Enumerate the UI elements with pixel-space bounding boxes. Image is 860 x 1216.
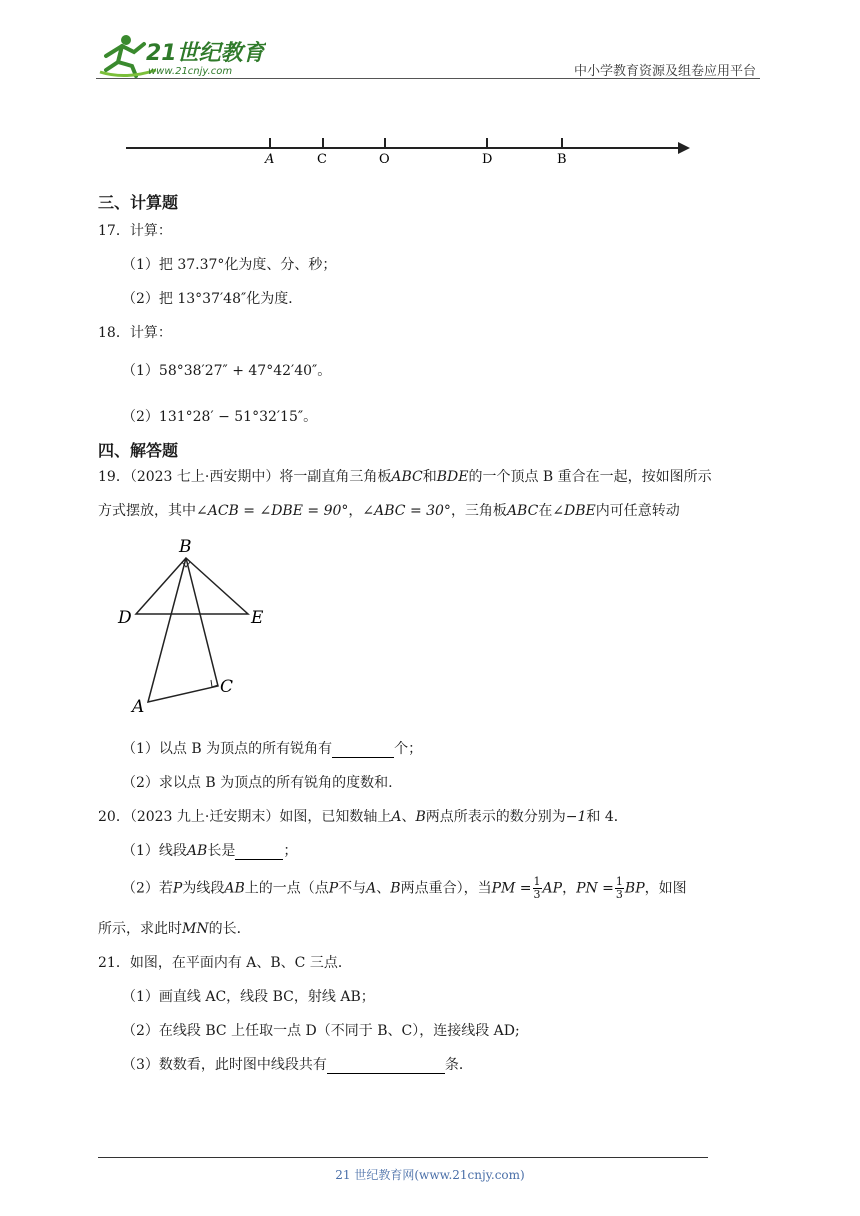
q20-p2-h: ，如图 xyxy=(644,880,687,897)
q20-p2-math-p2: P xyxy=(328,880,339,897)
q19-math-angles: ∠ACB = ∠DBE = 90° xyxy=(196,503,349,519)
footer-divider xyxy=(98,1157,708,1158)
fig-label-b: B xyxy=(179,537,192,557)
fraction-numerator: 1 xyxy=(615,875,623,888)
section-3-title: 三、计算题 xyxy=(98,193,179,212)
q20-p1-c: ； xyxy=(283,843,298,859)
logo-url: www.21cnjy.com xyxy=(148,66,233,77)
header-divider xyxy=(96,78,760,79)
q19-math-abc-2: ABC xyxy=(506,503,539,519)
question-19-line-2 xyxy=(98,500,680,520)
question-21-part-1: （1）画直线 AC，线段 BC，射线 AB； xyxy=(122,989,375,1005)
triangle-abc xyxy=(148,558,218,702)
footer-link[interactable]: 21 世纪教育网(www.21cnjy.com) xyxy=(335,1168,525,1182)
q20-p2-c: 上的一点（点 xyxy=(244,880,329,897)
q20-math-minus-one: −1 xyxy=(565,809,587,825)
label-c: C xyxy=(317,152,327,167)
q19-math-abc-angle: ∠ABC = 30° xyxy=(362,503,451,519)
q19-text-2b: ， xyxy=(348,503,363,519)
question-20-line-3 xyxy=(98,918,251,938)
fig-label-c: C xyxy=(220,677,234,697)
question-21: 21．如图，在平面内有 A、B、C 三点． xyxy=(98,955,352,971)
fraction-denominator: 3 xyxy=(533,888,541,901)
header-platform-text: 中小学教育资源及组卷应用平台 xyxy=(573,64,756,79)
number-line-figure xyxy=(120,130,700,170)
q20-math-b: B xyxy=(415,809,426,825)
q20-p2-math-bp: BP xyxy=(624,880,645,897)
q20-p2-d: 不与 xyxy=(338,880,367,897)
question-21-part-2: （2）在线段 BC 上任取一点 D（不同于 B、C），连接线段 AD; xyxy=(122,1023,520,1039)
label-o: O xyxy=(379,152,390,167)
q19-text-1a: 19．（2023 七上·西安期中）将一副直角三角板 xyxy=(98,469,392,485)
q19-text-2e: 内可任意转动 xyxy=(595,503,680,519)
q20-p2-math-pm: PM = xyxy=(491,880,532,897)
question-17: 17．计算： xyxy=(98,223,172,239)
question-21-part-3 xyxy=(122,1054,473,1074)
q20-p1-b: 长是 xyxy=(207,843,236,859)
label-d: D xyxy=(482,152,493,167)
site-logo xyxy=(96,30,266,78)
q21-p3-a: （3）数数看，此时图中线段共有 xyxy=(122,1057,327,1073)
q20-l3-math-mn: MN xyxy=(182,921,209,937)
question-20-part-1 xyxy=(122,840,297,860)
label-a: A xyxy=(265,152,275,167)
q19-p1-suffix: 个； xyxy=(394,741,423,757)
arrow-head-icon xyxy=(678,142,690,154)
fig-label-e: E xyxy=(251,608,264,628)
logo-text: 21世纪教育 xyxy=(146,41,265,66)
q20-p2-math-p: P xyxy=(172,880,183,897)
q19-text-2c: ，三角板 xyxy=(450,503,507,519)
q19-text-2d: 在 xyxy=(538,503,553,519)
fig-label-a: A xyxy=(132,697,145,717)
label-b: B xyxy=(557,152,567,167)
q20-p2-math-a: A xyxy=(366,880,377,897)
q19-text-2a: 方式摆放，其中 xyxy=(98,503,196,519)
fig-label-d: D xyxy=(118,608,132,628)
q20-p2-g: ， xyxy=(562,880,577,897)
question-20-part-2 xyxy=(122,876,687,901)
q20-p2-f: 两点重合），当 xyxy=(400,880,492,897)
q20-text-1b: 、 xyxy=(401,809,416,825)
fraction-one-third xyxy=(615,876,624,901)
q20-p2-b: 为线段 xyxy=(182,880,225,897)
q20-p2-e: 、 xyxy=(376,880,391,897)
q19-text-1b: 和 xyxy=(422,469,437,485)
q19-text-1c: 的一个顶点 B 重合在一起，按如图所示 xyxy=(468,469,712,485)
question-18: 18．计算： xyxy=(98,325,172,341)
triangle-figure xyxy=(112,534,272,719)
fraction-one-third xyxy=(533,876,542,901)
q20-l3-a: 所示，求此时 xyxy=(98,921,182,937)
q20-p1-a: （1）线段 xyxy=(122,843,187,859)
triangle-bde xyxy=(136,558,248,614)
q20-p2-a: （2）若 xyxy=(122,880,173,897)
fraction-denominator: 3 xyxy=(615,888,623,901)
q19-math-abc: ABC xyxy=(391,469,423,485)
q20-p2-math-ap: AP xyxy=(542,880,563,897)
answer-blank[interactable] xyxy=(235,843,283,860)
fraction-numerator: 1 xyxy=(533,875,541,888)
answer-blank[interactable] xyxy=(327,1057,445,1074)
answer-blank[interactable] xyxy=(332,741,394,758)
q20-p2-math-b: B xyxy=(390,880,401,897)
q20-p2-math-pn: PN = xyxy=(576,880,614,897)
q20-text-1d: 和 4． xyxy=(586,809,628,825)
q19-p1-text: （1）以点 B 为顶点的所有锐角有 xyxy=(122,741,333,757)
q19-math-dbe: ∠DBE xyxy=(552,503,596,519)
q19-math-bde: BDE xyxy=(436,469,469,485)
q20-math-a: A xyxy=(391,809,402,825)
question-18-part-1: （1）58°38′27″ + 47°42′40″。 xyxy=(122,363,332,379)
question-17-part-2: （2）把 13°37′48″化为度． xyxy=(122,291,303,307)
question-18-part-2: （2）131°28′ − 51°32′15″。 xyxy=(122,409,318,425)
question-19-part-2: （2）求以点 B 为顶点的所有锐角的度数和. xyxy=(122,775,393,791)
question-19-part-1 xyxy=(122,738,422,758)
q20-l3-b: 的长． xyxy=(208,921,251,937)
question-19-line-1 xyxy=(98,466,712,486)
q20-p1-math-ab: AB xyxy=(186,843,208,859)
question-20-line-1 xyxy=(98,806,628,826)
q20-text-1c: 两点所表示的数分别为 xyxy=(425,809,566,825)
section-4-title: 四、解答题 xyxy=(98,441,179,460)
question-17-part-1: （1）把 37.37°化为度、分、秒； xyxy=(122,257,337,273)
q20-p2-math-ab: AB xyxy=(224,880,245,897)
q21-p3-b: 条． xyxy=(444,1057,473,1073)
q20-text-1a: 20．（2023 九上·迁安期末）如图，已知数轴上 xyxy=(98,809,392,825)
